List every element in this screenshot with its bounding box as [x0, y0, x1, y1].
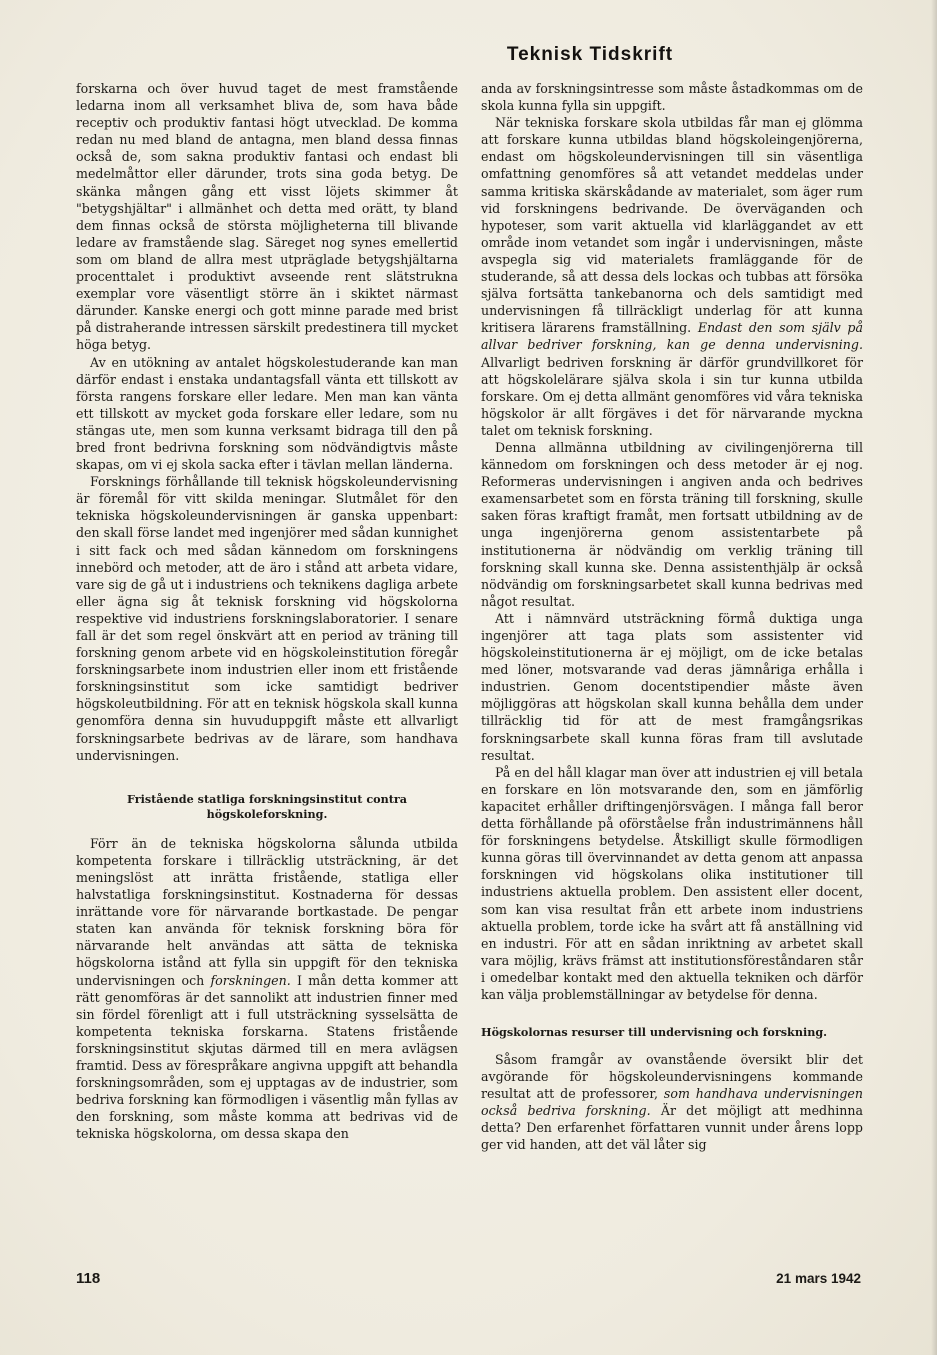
right-column: [481, 80, 863, 1153]
left-column: [76, 80, 458, 1142]
page-edge-shadow: [931, 0, 937, 1355]
paragraph: [481, 1051, 863, 1154]
masthead: Teknisk Tidskrift: [506, 44, 674, 65]
paragraph: Denna allmänna utbildning av civilingenjörerna till kännedom om forskningen och dess metoder är ej nog. Reformeras undervisningen i angiven anda och bedrives examensarbetet som en första träning till forskning, skulle saken föras kraftigt framåt, men fortsatt utbildning av de unga ingenjörerna genom assistentarbete på institutionerna är nödvändig om verklig träning till forskning skall kunna ske. Denna assistenthjälp är också nödvändig om forskningsarbetet skall kunna bedrivas med något resultat.: [481, 439, 863, 609]
text-run: Allvarligt bedriven forskning är därför grundvillkoret för att högskolelärare själva skola i sin tur kunna utbilda forskare. Om ej detta allmänt genomföres vid våra tekniska högskolor är allt förgäves i det för närvarande myckna talet om teknisk forskning.: [481, 354, 863, 438]
text-run: Förr än de tekniska högskolorna sålunda utbilda kompetenta forskare i tillräcklig utsträckning, är det meningslöst att inrätta fristående, statliga eller halvstatliga forskningsinstitut. Kostnaderna för dessas inrättande vore för närvarande bortkastade. De pengar staten kan använda för teknisk forskning böra för närvarande helt användas att sätta de tekniska högskolorna istånd att fylla sin uppgift för den tekniska undervisningen och: [76, 835, 458, 988]
paragraph: [481, 114, 863, 439]
page-number: 118: [76, 1270, 101, 1287]
paragraph: anda av forskningsintresse som måste åstadkommas om de skola kunna fylla sin uppgift.: [481, 81, 863, 114]
paragraph: Av en utökning av antalet högskolestuderande kan man därför endast i enstaka undantagsfall vänta ett tillskott av första rangens forskare eller ledare. Men man kan vänta ett tillskott av mycket goda forskare eller ledare, som nu stängas ute, men som kunna verksamt bidraga till den på bred front bedrivna forskning som nödvändigtvis måste skapas, om vi ej skola sacka efter i tävlan mellan länderna.: [76, 354, 458, 473]
emphasis: som handhava undervisningen också bedriva forskning.: [481, 1085, 863, 1118]
text-run: När tekniska forskare skola utbildas får man ej glömma att forskare kunna utbildas bland högskoleingenjörerna, endast om högskoleundervisningen till sin väsentliga omfattning genomföres så att vetandet meddelas under samma kritiska skärskådande av materialet, som äger rum vid forskningens bedrivande. De överväganden och hypoteser, som varit aktuella vid klarläggandet av ett område inom vetandet som ingår i undervisningen, måste avspegla sig vid materialets framläggande för de studerande, så att dessa dels lockas och tubbas att försöka själva fortsätta tankebanorna och dels samtidigt med undervisningen få tillräckligt underlag för att kunna kritisera lärarens framställning.: [481, 115, 863, 336]
section-heading: Fristående statliga forskningsinstitut contra högskoleforskning.: [126, 791, 408, 822]
text-run: Såsom framgår av ovanstående översikt blir det avgörande för högskoleundervisningens kommande resultat att de professorer,: [481, 1051, 863, 1101]
section-heading: Högskolornas resurser till undervisning och forskning.: [481, 1025, 828, 1040]
paragraph: forskarna och över huvud taget de mest framstående ledarna inom all verksamhet bliva de, som hava både receptiv och produktiv fantasi högt utvecklad. De komma redan nu med bland de antagna, men bland dessa finnas också de, som sakna produktiv fantasi och endast bli medelmåttor eller därunder, trots sina goda betyg. De skänka mången gång ett visst löjets skimmer åt "betygshjältar" i allmänhet och detta med orätt, ty bland dem finnas också de största möjligheterna till blivande ledare av framstående slag. Säreget nog synes emellertid som om bland de allra mest utpräglade betygshjältarna procenttalet i produktivt avseende rent slätstrukna exemplar vore väsentligt större än i skiktet närmast därunder. Kanske energi och gott minne parade med brist på distraherande intressen särskilt predestinera till mycket höga betyg.: [76, 81, 458, 353]
text-run: I mån detta kommer att rätt genomföras är det sannolikt att industrien finner med sin fördel förenligt att i full utsträckning sysselsätta de kompetenta tekniska forskarna. Statens fristående forskningsinstitut skjutas därmed till en mera avlägsen framtid. Dess av förespråkare angivna uppgift att behandla forskningsområden, som ej upptagas av de industrier, som bedriva forskning kan förmodligen i väsentlig mån fyllas av den forskning, som måste komma att bedrivas vid de tekniska högskolorna, om dessa skapa den: [76, 972, 458, 1142]
paragraph: På en del håll klagar man över att industrien ej vill betala en forskare en lön motsvarande den, som en jämförlig kapacitet erhåller driftingenjörsvägen. I många fall beror detta förhållande på oförståelse från industrimännens håll för forskningens betydelse. Åtskilligt skulle förmodligen kunna göras till övervinnandet av detta genom att anpassa forskningen vid högskolans olika institutioner till industriens aktuella problem. Den assistent eller docent, som kan visa resultat från ett arbete inom industriens aktuella problem, torde icke ha svårt att få anställning vid en industri. För att en sådan inriktning av arbetet skall vara möjlig, krävs främst att institutionsföreståndaren står i omedelbar kontakt med den aktuella tekniken och därför kan välja problemställningar av betydelse för denna.: [481, 764, 863, 1002]
emphasis: forskningen.: [210, 972, 291, 988]
paragraph: Att i nämnvärd utsträckning förmå duktiga unga ingenjörer att taga plats som assistenter vid högskoleinstitutionerna är ej möjligt, om de icke betalas med löner, motsvarande vad deras jämnåriga erhålla i industrien. Genom docentstipendier måste även möjliggöras att högskolan skall kunna behålla dem under tillräcklig tid för att de mest framgångsrikas forskningsarbete skall kunna föras fram till avslutade resultat.: [481, 610, 863, 763]
emphasis: Endast den som själv på allvar bedriver forskning, kan ge denna undervisning.: [481, 320, 863, 353]
issue-date: 21 mars 1942: [776, 1271, 861, 1286]
text-run: Är det möjligt att medhinna detta? Den erfarenhet författaren vunnit under årens lopp ger vid handen, att det väl låter sig: [481, 1102, 863, 1153]
paragraph: [76, 835, 458, 1143]
paragraph: Forsknings förhållande till teknisk högskoleundervisning är föremål för vitt skilda meningar. Slutmålet för den tekniska högskoleundervisningen är ganska uppenbart: den skall förse landet med ingenjörer med sådan kunnighet i sitt fack och med sådan kännedom om forskningens innebörd och metoder, att de äro i stånd att arbeta vidare, vare sig de gå ut i industriens och teknikens dagliga arbete eller ägna sig åt teknisk forskning vid högskolorna respektive vid industriens forskningslaboratorier. I senare fall är det som regel önskvärt att en period av träning till forskning genom arbete vid en högskoleinstitution föregår forskningsarbete inom industrien eller inom ett fristående forskningsinstitut som icke samtidigt bedriver högskoleutbildning. För att en teknisk högskola skall kunna genomföra denna sin huvuduppgift måste ett allvarligt forskningsarbete bedrivas av de lärare, som handhava undervisningen.: [76, 474, 458, 763]
